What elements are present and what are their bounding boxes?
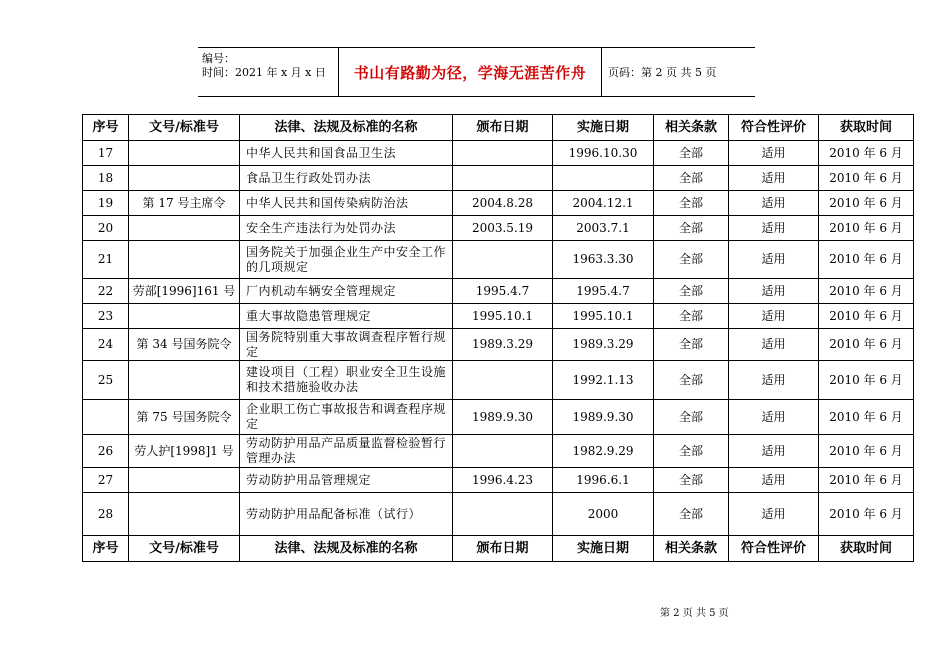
cell-issued xyxy=(453,435,553,468)
cell-name: 国务院关于加强企业生产中安全工作的几项规定 xyxy=(240,241,453,279)
cell-issued xyxy=(453,166,553,191)
cell-doc xyxy=(129,241,240,279)
cell-clause: 全部 xyxy=(654,241,729,279)
cell-obtained: 2010 年 6 月 xyxy=(819,468,914,493)
cell-issued: 1995.4.7 xyxy=(453,279,553,304)
cell-no: 17 xyxy=(83,141,129,166)
cell-effective: 1963.3.30 xyxy=(553,241,654,279)
column-header-6: 符合性评价 xyxy=(729,115,819,141)
cell-no: 23 xyxy=(83,304,129,329)
cell-name: 劳动防护用品产品质量监督检验暂行管理办法 xyxy=(240,435,453,468)
header-page-code: 页码：第 2 页 共 5 页 xyxy=(608,66,717,79)
cell-no: 25 xyxy=(83,361,129,400)
cell-obtained: 2010 年 6 月 xyxy=(819,166,914,191)
cell-clause: 全部 xyxy=(654,191,729,216)
column-header-5: 相关条款 xyxy=(654,536,729,562)
table-footer-header-row xyxy=(83,536,914,562)
cell-doc: 劳部[1996]161 号 xyxy=(129,279,240,304)
cell-name: 劳动防护用品管理规定 xyxy=(240,468,453,493)
cell-obtained: 2010 年 6 月 xyxy=(819,400,914,435)
header-motto-cell xyxy=(339,48,602,96)
cell-clause: 全部 xyxy=(654,141,729,166)
regulations-table xyxy=(82,114,914,562)
cell-doc: 第 75 号国务院令 xyxy=(129,400,240,435)
cell-eval: 适用 xyxy=(729,304,819,329)
cell-obtained: 2010 年 6 月 xyxy=(819,141,914,166)
column-header-2: 法律、法规及标准的名称 xyxy=(240,536,453,562)
table-row xyxy=(83,468,914,493)
cell-effective: 1989.3.29 xyxy=(553,329,654,361)
cell-doc xyxy=(129,141,240,166)
cell-name: 中华人民共和国传染病防治法 xyxy=(240,191,453,216)
column-header-5: 相关条款 xyxy=(654,115,729,141)
table-row xyxy=(83,361,914,400)
cell-clause: 全部 xyxy=(654,166,729,191)
cell-eval: 适用 xyxy=(729,216,819,241)
cell-obtained: 2010 年 6 月 xyxy=(819,361,914,400)
cell-name: 食品卫生行政处罚办法 xyxy=(240,166,453,191)
cell-issued xyxy=(453,241,553,279)
column-header-6: 符合性评价 xyxy=(729,536,819,562)
column-header-4: 实施日期 xyxy=(553,115,654,141)
cell-effective: 2000 xyxy=(553,493,654,536)
cell-issued: 2003.5.19 xyxy=(453,216,553,241)
cell-issued: 1989.3.29 xyxy=(453,329,553,361)
cell-obtained: 2010 年 6 月 xyxy=(819,279,914,304)
table-row xyxy=(83,241,914,279)
cell-eval: 适用 xyxy=(729,468,819,493)
cell-effective: 1995.4.7 xyxy=(553,279,654,304)
cell-no: 20 xyxy=(83,216,129,241)
cell-issued xyxy=(453,361,553,400)
column-header-0: 序号 xyxy=(83,115,129,141)
cell-obtained: 2010 年 6 月 xyxy=(819,241,914,279)
cell-issued: 1995.10.1 xyxy=(453,304,553,329)
cell-effective: 2003.7.1 xyxy=(553,216,654,241)
cell-no: 21 xyxy=(83,241,129,279)
header-motto: 书山有路勤为径，学海无涯苦作舟 xyxy=(353,63,587,82)
cell-obtained: 2010 年 6 月 xyxy=(819,191,914,216)
cell-eval: 适用 xyxy=(729,329,819,361)
cell-doc xyxy=(129,361,240,400)
cell-issued xyxy=(453,493,553,536)
cell-eval: 适用 xyxy=(729,279,819,304)
cell-effective: 1996.10.30 xyxy=(553,141,654,166)
cell-name: 企业职工伤亡事故报告和调查程序规定 xyxy=(240,400,453,435)
table-row xyxy=(83,279,914,304)
cell-eval: 适用 xyxy=(729,493,819,536)
cell-eval: 适用 xyxy=(729,361,819,400)
table-row xyxy=(83,304,914,329)
cell-doc: 第 17 号主席令 xyxy=(129,191,240,216)
cell-effective: 1982.9.29 xyxy=(553,435,654,468)
cell-eval: 适用 xyxy=(729,191,819,216)
cell-clause: 全部 xyxy=(654,468,729,493)
column-header-0: 序号 xyxy=(83,536,129,562)
cell-clause: 全部 xyxy=(654,329,729,361)
table-row xyxy=(83,141,914,166)
column-header-7: 获取时间 xyxy=(819,536,914,562)
table-row xyxy=(83,191,914,216)
cell-eval: 适用 xyxy=(729,166,819,191)
cell-name: 中华人民共和国食品卫生法 xyxy=(240,141,453,166)
cell-no: 28 xyxy=(83,493,129,536)
column-header-4: 实施日期 xyxy=(553,536,654,562)
cell-no: 26 xyxy=(83,435,129,468)
cell-clause: 全部 xyxy=(654,435,729,468)
cell-issued: 1996.4.23 xyxy=(453,468,553,493)
cell-name: 安全生产违法行为处罚办法 xyxy=(240,216,453,241)
table-header-row xyxy=(83,115,914,141)
document-time-label: 时间：2021 年 x 月 x 日 xyxy=(202,66,326,79)
column-header-1: 文号/标准号 xyxy=(129,115,240,141)
cell-issued: 2004.8.28 xyxy=(453,191,553,216)
page-header xyxy=(198,47,755,97)
cell-effective: 1995.10.1 xyxy=(553,304,654,329)
cell-issued xyxy=(453,141,553,166)
cell-eval: 适用 xyxy=(729,400,819,435)
cell-effective: 1996.6.1 xyxy=(553,468,654,493)
cell-eval: 适用 xyxy=(729,241,819,279)
table-row xyxy=(83,329,914,361)
cell-issued: 1989.9.30 xyxy=(453,400,553,435)
cell-doc: 劳人护[1998]1 号 xyxy=(129,435,240,468)
table-body xyxy=(83,115,914,562)
cell-clause: 全部 xyxy=(654,304,729,329)
cell-name: 重大事故隐患管理规定 xyxy=(240,304,453,329)
cell-obtained: 2010 年 6 月 xyxy=(819,216,914,241)
cell-no: 22 xyxy=(83,279,129,304)
page-footer: 第 2 页 共 5 页 xyxy=(660,608,729,619)
cell-effective: 1992.1.13 xyxy=(553,361,654,400)
cell-name: 厂内机动车辆安全管理规定 xyxy=(240,279,453,304)
cell-obtained: 2010 年 6 月 xyxy=(819,304,914,329)
cell-doc xyxy=(129,304,240,329)
column-header-3: 颁布日期 xyxy=(453,115,553,141)
cell-clause: 全部 xyxy=(654,493,729,536)
cell-name: 建设项目（工程）职业安全卫生设施和技术措施验收办法 xyxy=(240,361,453,400)
cell-clause: 全部 xyxy=(654,400,729,435)
cell-doc xyxy=(129,493,240,536)
cell-clause: 全部 xyxy=(654,216,729,241)
cell-no: 27 xyxy=(83,468,129,493)
cell-clause: 全部 xyxy=(654,361,729,400)
table-row xyxy=(83,493,914,536)
cell-obtained: 2010 年 6 月 xyxy=(819,329,914,361)
cell-obtained: 2010 年 6 月 xyxy=(819,493,914,536)
document-number-label: 编号： xyxy=(202,52,235,65)
cell-doc xyxy=(129,216,240,241)
table-row xyxy=(83,435,914,468)
cell-clause: 全部 xyxy=(654,279,729,304)
column-header-1: 文号/标准号 xyxy=(129,536,240,562)
cell-effective: 2004.12.1 xyxy=(553,191,654,216)
cell-no: 19 xyxy=(83,191,129,216)
cell-obtained: 2010 年 6 月 xyxy=(819,435,914,468)
cell-no: 18 xyxy=(83,166,129,191)
cell-doc xyxy=(129,166,240,191)
cell-no xyxy=(83,400,129,435)
table-row xyxy=(83,400,914,435)
column-header-3: 颁布日期 xyxy=(453,536,553,562)
cell-no: 24 xyxy=(83,329,129,361)
column-header-7: 获取时间 xyxy=(819,115,914,141)
cell-name: 国务院特别重大事故调查程序暂行规定 xyxy=(240,329,453,361)
cell-effective: 1989.9.30 xyxy=(553,400,654,435)
column-header-2: 法律、法规及标准的名称 xyxy=(240,115,453,141)
table-row xyxy=(83,166,914,191)
cell-effective xyxy=(553,166,654,191)
cell-doc: 第 34 号国务院令 xyxy=(129,329,240,361)
table-row xyxy=(83,216,914,241)
cell-eval: 适用 xyxy=(729,141,819,166)
cell-name: 劳动防护用品配备标准（试行） xyxy=(240,493,453,536)
header-info xyxy=(198,48,339,96)
cell-doc xyxy=(129,468,240,493)
cell-eval: 适用 xyxy=(729,435,819,468)
